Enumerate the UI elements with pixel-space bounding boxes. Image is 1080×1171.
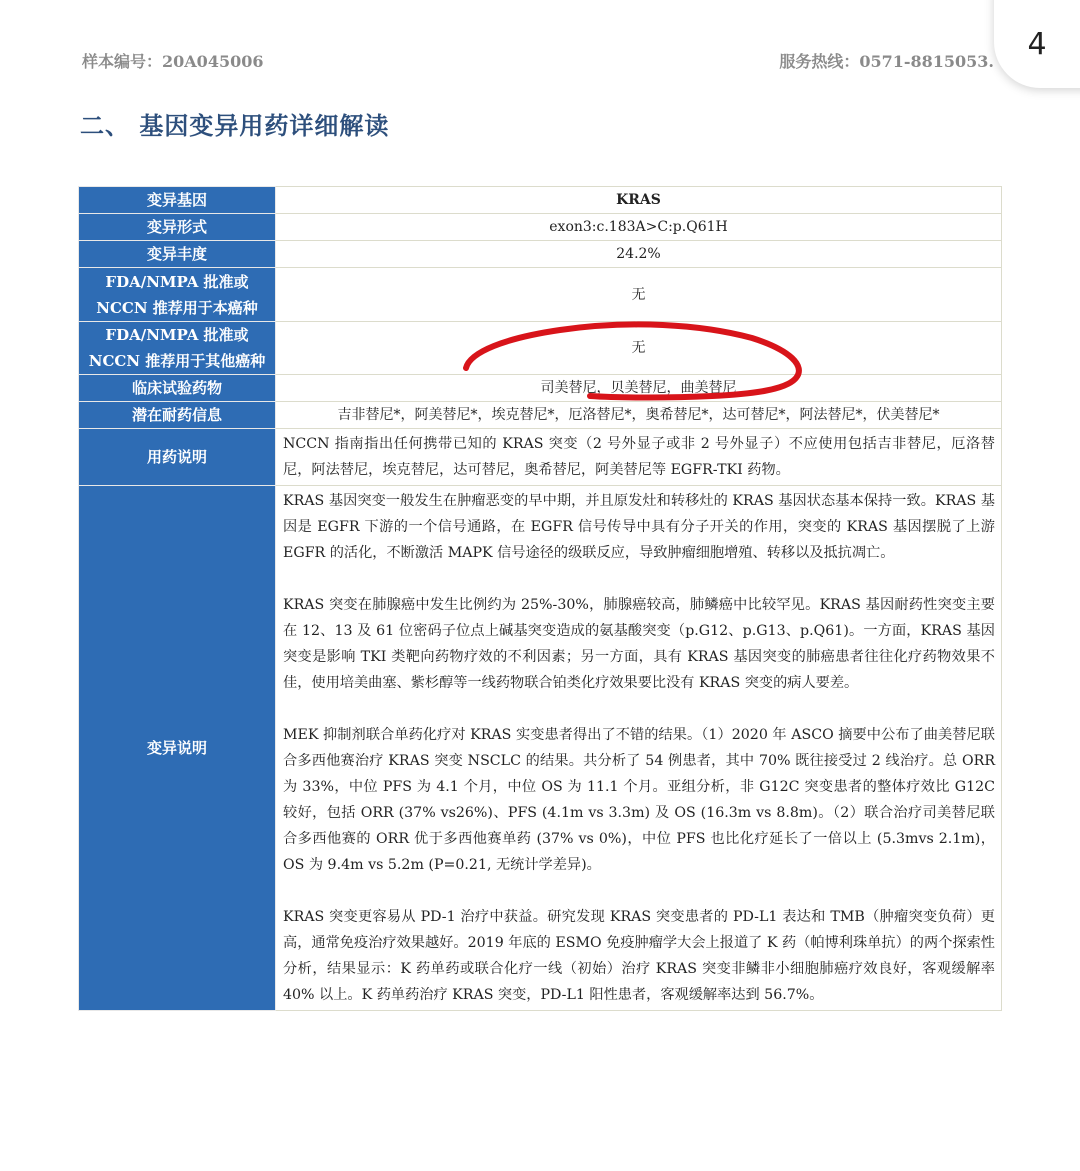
label-clinical-trials: 临床试验药物 <box>79 375 276 402</box>
value-abundance: 24.2% <box>276 241 1002 268</box>
value-resistance: 吉非替尼*，阿美替尼*，埃克替尼*，厄洛替尼*，奥希替尼*，达可替尼*，阿法替尼*，伏美替尼* <box>276 402 1002 429</box>
variant-note-paragraph: KRAS 基因突变一般发生在肿瘤恶变的早中期，并且原发灶和转移灶的 KRAS 基因状态基本保持一致。KRAS 基因是 EGFR 下游的一个信号通路，在 EGFR 信号传导中具有分子开关的作用，突变的 KRAS 基因摆脱了上游 EGFR 的活化，不断激活 MAPK 信号途径的级联反应，导致肿瘤细胞增殖、转移以及抵抗凋亡。 <box>283 493 995 561</box>
value-approved-other: 无 <box>276 322 1002 375</box>
value-clinical-trials: 司美替尼，贝美替尼，曲美替尼 <box>276 375 1002 402</box>
variant-detail-table <box>78 186 1002 1011</box>
table-row-abundance <box>79 241 1002 268</box>
value-gene: KRAS <box>276 187 1002 214</box>
service-hotline: 服务热线：0571-8815053. <box>779 51 994 71</box>
label-variant-form: 变异形式 <box>79 214 276 241</box>
table-row-variant-form <box>79 214 1002 241</box>
variant-note-paragraph: KRAS 突变在肺腺癌中发生比例约为 25%-30%，肺腺癌较高，肺鳞癌中比较罕见。KRAS 基因耐药性突变主要在 12、13 及 61 位密码子位点上碱基突变造成的氨基酸突变（p.G12、p.G13、p.Q61)。一方面，KRAS 基因突变是影响 TKI 类靶向药物疗效的不利因素；另一方面，具有 KRAS 基因突变的肺癌患者往往化疗药物效果不佳，使用培美曲塞、紫杉醇等一线药物联合铂类化疗效果要比没有 KRAS 突变的病人要差。 <box>283 597 995 691</box>
variant-note-paragraph: MEK 抑制剂联合单药化疗对 KRAS 实变患者得出了不错的结果。（1）2020 年 ASCO 摘要中公布了曲美替尼联合多西他赛治疗 KRAS 突变 NSCLC 的结果。共分析了 54 例患者，其中 70% 既往接受过 2 线治疗。总 ORR 为 33%，中位 PFS 为 4.1 个月，中位 OS 为 11.1 个月。亚组分析，非 G12C 突变患者的整体疗效比 G12C 较好，包括 ORR (37% vs26%)、PFS (4.1m vs 3.3m) 及 OS (16.3m vs 8.8m)。（2）联合治疗司美替尼联合多西他赛的 ORR 优于多西他赛单药 (37% vs 0%)，中位 PFS 也比化疗延长了一倍以上 (5.3mvs 2.1m)，OS 为 9.4m vs 5.2m (P=0.21, 无统计学差异)。 <box>283 727 995 873</box>
table-row-gene <box>79 187 1002 214</box>
value-approved-this: 无 <box>276 268 1002 322</box>
label-variant-note: 变异说明 <box>79 486 276 1011</box>
table-row-approved-other <box>79 322 1002 375</box>
label-abundance: 变异丰度 <box>79 241 276 268</box>
section-title: 二、 基因变异用药详细解读 <box>80 111 390 140</box>
label-resistance: 潜在耐药信息 <box>79 402 276 429</box>
label-gene: 变异基因 <box>79 187 276 214</box>
page-header <box>82 46 998 74</box>
label-approved-this: FDA/NMPA 批准或 NCCN 推荐用于本癌种 <box>79 268 276 322</box>
value-variant-note <box>276 486 1002 1011</box>
table-row-variant-note <box>79 486 1002 1011</box>
table-row-clinical-trials <box>79 375 1002 402</box>
sample-number: 样本编号：20A045006 <box>82 51 264 71</box>
label-approved-other: FDA/NMPA 批准或 NCCN 推荐用于其他癌种 <box>79 322 276 375</box>
table-row-drug-note <box>79 429 1002 486</box>
label-drug-note: 用药说明 <box>79 429 276 486</box>
value-variant-form: exon3:c.183A>C:p.Q61H <box>276 214 1002 241</box>
variant-note-paragraph: KRAS 突变更容易从 PD-1 治疗中获益。研究发现 KRAS 突变患者的 PD-L1 表达和 TMB（肿瘤突变负荷）更高，通常免疫治疗效果越好。2019 年底的 ESMO 免疫肿瘤学大会上报道了 K 药（帕博利珠单抗）的两个探索性分析，结果显示：K 药单药或联合化疗一线（初始）治疗 KRAS 突变非鳞非小细胞肺癌疗效良好，客观缓解率 40% 以上。K 药单药治疗 KRAS 突变，PD-L1 阳性患者，客观缓解率达到 56.7%。 <box>283 909 995 1003</box>
table-row-approved-this <box>79 268 1002 322</box>
value-drug-note: NCCN 指南指出任何携带已知的 KRAS 突变（2 号外显子或非 2 号外显子）不应使用包括吉非替尼，厄洛替尼，阿法替尼，埃克替尼，达可替尼，奥希替尼，阿美替尼等 EGFR-TKI 药物。 <box>276 429 1002 486</box>
page-number-badge[interactable]: 4 <box>994 0 1080 88</box>
table-row-resistance <box>79 402 1002 429</box>
